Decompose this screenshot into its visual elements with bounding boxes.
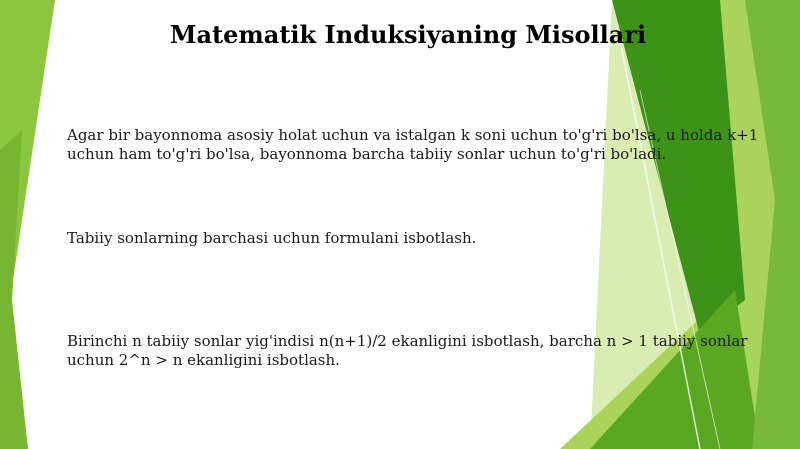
- paragraph-definition: Agar bir bayonnoma asosiy holat uchun va istalgan k soni uchun to'g'ri bo'lsa, u holda k+1 uchun ham to'g'ri bo'lsa, bayonnoma barcha tabiiy sonlar uchun to'g'ri bo'ladi.: [67, 126, 759, 163]
- paragraph-examples: Birinchi n tabiiy sonlar yig'indisi n(n+1)/2 ekanligini isbotlash, barcha n > 1 tabiiy sonlar uchun 2^n > n ekanligini isbotlash.: [67, 332, 748, 369]
- paragraph-formula-proof: Tabiiy sonlarning barchasi uchun formulani isbotlash.: [67, 229, 477, 247]
- slide-title: Matematik Induksiyaning Misollari: [169, 20, 647, 49]
